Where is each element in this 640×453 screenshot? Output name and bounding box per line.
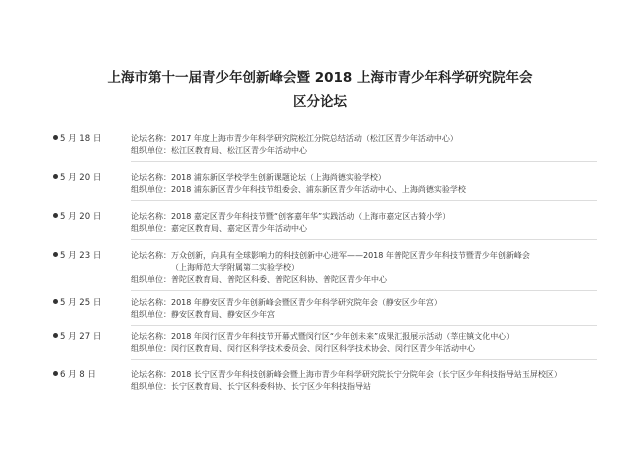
entry-date: 6 月 8 日 <box>53 369 96 381</box>
organizer-line: 组织单位：普陀区教育局、普陀区科委、普陀区科协、普陀区青少年中心 <box>131 275 387 284</box>
entry-date: 5 月 20 日 <box>53 172 101 184</box>
organizer-line: 组织单位：松江区教育局、松江区青少年活动中心 <box>131 146 307 155</box>
entry-date: 5 月 23 日 <box>53 250 101 262</box>
bullet-icon <box>53 135 58 140</box>
organizer-line: 组织单位：嘉定区教育局、嘉定区青少年活动中心 <box>131 224 307 233</box>
organizer-line: 组织单位：2018 浦东新区青少年科技节组委会、浦东新区青少年活动中心、上海尚德实验学校 <box>131 185 466 194</box>
bullet-icon <box>53 371 58 376</box>
entry-date: 5 月 20 日 <box>53 211 101 223</box>
entry-date: 5 月 18 日 <box>53 133 101 145</box>
bullet-icon <box>53 174 58 179</box>
entry-divider <box>131 359 597 360</box>
entry-date: 5 月 27 日 <box>53 331 101 343</box>
organizer-line: 组织单位：长宁区教育局、长宁区科委科协、长宁区少年科技指导站 <box>131 382 371 391</box>
page-subtitle: 区分论坛 <box>293 94 347 110</box>
bullet-icon <box>53 213 58 218</box>
forum-name-line: 论坛名称：2018 长宁区青少年科技创新峰会暨上海市青少年科学研究院长宁分院年会（长宁区少年科技指导站玉屏校区） <box>131 370 562 379</box>
organizer-line: 组织单位：闵行区教育局、闵行区科学技术委员会、闵行区科学技术协会、闵行区青少年活动中心 <box>131 344 475 353</box>
bullet-icon <box>53 333 58 338</box>
bullet-icon <box>53 252 58 257</box>
entry-divider <box>131 200 597 201</box>
entry-divider <box>131 290 597 291</box>
entry-divider <box>131 161 597 162</box>
forum-name-line: 论坛名称：万众创新，向具有全球影响力的科技创新中心进军——2018 年普陀区青少年科技节暨青少年创新峰会 <box>131 251 530 260</box>
forum-name-line: 论坛名称：2017 年度上海市青少年科学研究院松江分院总结活动（松江区青少年活动中心） <box>131 134 458 143</box>
entry-divider <box>131 325 597 326</box>
forum-name-line: 论坛名称：2018 年闵行区青少年科技节开幕式暨闵行区“少年创未来”成果汇报展示活动（莘庄镇文化中心） <box>131 332 515 341</box>
entry-date: 5 月 25 日 <box>53 297 101 309</box>
page-title: 上海市第十一届青少年创新峰会暨 2018 上海市青少年科学研究院年会 <box>107 70 533 86</box>
bullet-icon <box>53 299 58 304</box>
forum-name-line: 论坛名称：2018 浦东新区学校学生创新课题论坛（上海尚德实验学校） <box>131 173 386 182</box>
forum-name-continuation: （上海师范大学附属第二实验学校） <box>171 263 299 272</box>
organizer-line: 组织单位：静安区教育局、静安区少年宫 <box>131 310 275 319</box>
forum-name-line: 论坛名称：2018 年静安区青少年创新峰会暨区青少年科学研究院年会（静安区少年宫） <box>131 298 442 307</box>
entry-divider <box>131 239 597 240</box>
forum-name-line: 论坛名称：2018 嘉定区青少年科技节暨“创客嘉年华”实践活动（上海市嘉定区古猗小学） <box>131 212 451 221</box>
